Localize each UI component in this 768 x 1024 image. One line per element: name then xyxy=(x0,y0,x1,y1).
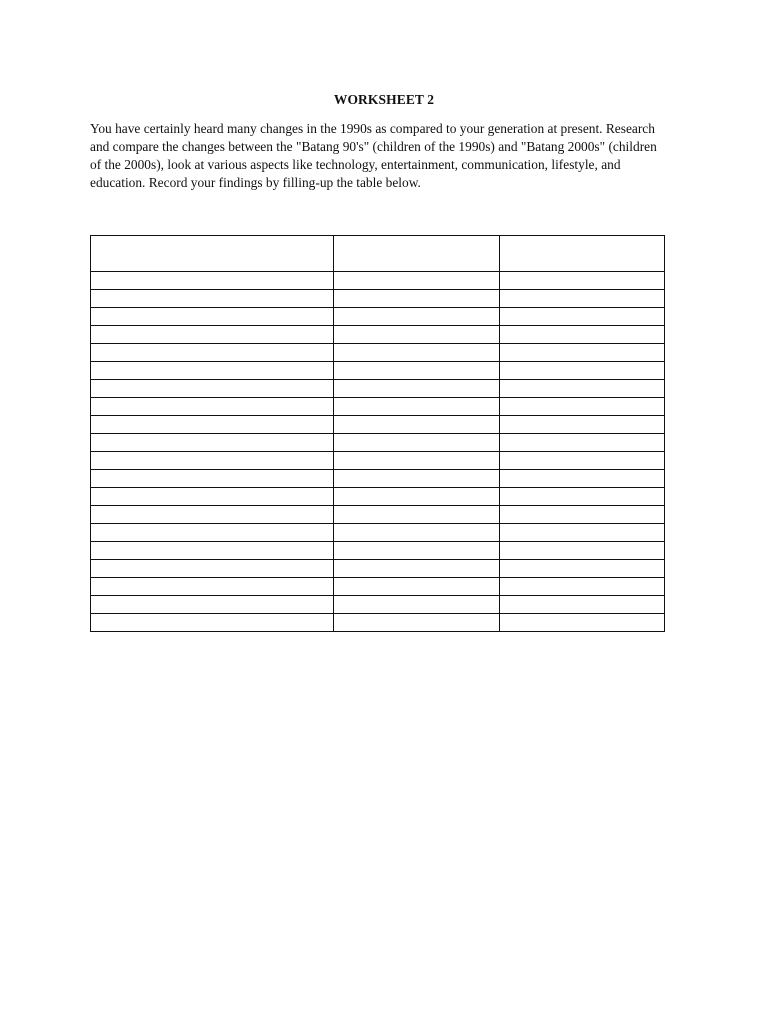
table-row xyxy=(91,416,665,434)
cell-batang-2000s[interactable] xyxy=(499,560,664,578)
worksheet-title: WORKSHEET 2 xyxy=(333,92,435,107)
cell-aspect[interactable] xyxy=(91,290,334,308)
table-row xyxy=(91,488,665,506)
cell-batang-2000s[interactable] xyxy=(499,488,664,506)
cell-batang-90s[interactable] xyxy=(334,578,499,596)
table-row xyxy=(91,614,665,632)
cell-batang-90s[interactable] xyxy=(334,488,499,506)
table-row xyxy=(91,272,665,290)
instructions-line: and compare the changes between the "Batang 90's" (children of the 1990s) and "Batang 2000s" (children xyxy=(90,139,657,154)
cell-batang-2000s[interactable] xyxy=(499,434,664,452)
cell-aspect[interactable] xyxy=(91,542,334,560)
cell-batang-90s[interactable] xyxy=(334,290,499,308)
cell-batang-2000s[interactable] xyxy=(499,398,664,416)
cell-batang-2000s[interactable] xyxy=(499,272,664,290)
table-row xyxy=(91,596,665,614)
cell-aspect[interactable] xyxy=(91,362,334,380)
instructions-line: You have certainly heard many changes in the 1990s as compared to your generation at present. Research xyxy=(90,121,655,136)
cell-batang-2000s[interactable] xyxy=(499,380,664,398)
cell-batang-90s[interactable] xyxy=(334,344,499,362)
cell-batang-90s[interactable] xyxy=(334,362,499,380)
table-row xyxy=(91,560,665,578)
cell-batang-2000s[interactable] xyxy=(499,542,664,560)
table-row xyxy=(91,578,665,596)
cell-aspect[interactable] xyxy=(91,488,334,506)
cell-aspect[interactable] xyxy=(91,560,334,578)
table-row xyxy=(91,380,665,398)
cell-aspect[interactable] xyxy=(91,614,334,632)
cell-batang-90s[interactable] xyxy=(334,434,499,452)
table-row xyxy=(91,452,665,470)
cell-batang-90s[interactable] xyxy=(334,470,499,488)
header-cell-aspect[interactable] xyxy=(91,236,334,272)
table-header-row xyxy=(91,236,665,272)
cell-batang-90s[interactable] xyxy=(334,308,499,326)
cell-batang-2000s[interactable] xyxy=(499,362,664,380)
table-row xyxy=(91,344,665,362)
cell-aspect[interactable] xyxy=(91,326,334,344)
cell-batang-2000s[interactable] xyxy=(499,596,664,614)
cell-batang-2000s[interactable] xyxy=(499,290,664,308)
cell-batang-90s[interactable] xyxy=(334,380,499,398)
cell-batang-2000s[interactable] xyxy=(499,470,664,488)
cell-aspect[interactable] xyxy=(91,470,334,488)
table-row xyxy=(91,398,665,416)
cell-aspect[interactable] xyxy=(91,344,334,362)
cell-batang-2000s[interactable] xyxy=(499,506,664,524)
cell-batang-90s[interactable] xyxy=(334,524,499,542)
table-row xyxy=(91,506,665,524)
cell-batang-90s[interactable] xyxy=(334,272,499,290)
cell-batang-2000s[interactable] xyxy=(499,326,664,344)
cell-aspect[interactable] xyxy=(91,272,334,290)
header-cell-batang-90s[interactable] xyxy=(334,236,499,272)
cell-batang-90s[interactable] xyxy=(334,614,499,632)
cell-aspect[interactable] xyxy=(91,416,334,434)
table-row xyxy=(91,434,665,452)
table-row xyxy=(91,290,665,308)
cell-aspect[interactable] xyxy=(91,452,334,470)
cell-aspect[interactable] xyxy=(91,506,334,524)
cell-aspect[interactable] xyxy=(91,596,334,614)
instructions-line: education. Record your findings by filling-up the table below. xyxy=(90,175,421,190)
cell-batang-2000s[interactable] xyxy=(499,344,664,362)
cell-aspect[interactable] xyxy=(91,524,334,542)
table-row xyxy=(91,326,665,344)
header-cell-batang-2000s[interactable] xyxy=(499,236,664,272)
cell-batang-2000s[interactable] xyxy=(499,452,664,470)
table-row xyxy=(91,524,665,542)
cell-batang-2000s[interactable] xyxy=(499,578,664,596)
cell-aspect[interactable] xyxy=(91,380,334,398)
cell-batang-2000s[interactable] xyxy=(499,614,664,632)
table-row xyxy=(91,542,665,560)
worksheet-instructions xyxy=(90,120,680,192)
cell-batang-90s[interactable] xyxy=(334,542,499,560)
comparison-table xyxy=(90,235,665,632)
cell-aspect[interactable] xyxy=(91,434,334,452)
cell-batang-90s[interactable] xyxy=(334,326,499,344)
cell-batang-2000s[interactable] xyxy=(499,524,664,542)
cell-batang-90s[interactable] xyxy=(334,506,499,524)
cell-batang-90s[interactable] xyxy=(334,398,499,416)
table-row xyxy=(91,362,665,380)
instructions-line: of the 2000s), look at various aspects like technology, entertainment, communication, lifestyle, and xyxy=(90,157,621,172)
cell-batang-90s[interactable] xyxy=(334,416,499,434)
cell-batang-90s[interactable] xyxy=(334,560,499,578)
cell-aspect[interactable] xyxy=(91,398,334,416)
cell-batang-90s[interactable] xyxy=(334,452,499,470)
cell-aspect[interactable] xyxy=(91,308,334,326)
table-row xyxy=(91,470,665,488)
cell-batang-90s[interactable] xyxy=(334,596,499,614)
cell-aspect[interactable] xyxy=(91,578,334,596)
cell-batang-2000s[interactable] xyxy=(499,308,664,326)
table-row xyxy=(91,308,665,326)
cell-batang-2000s[interactable] xyxy=(499,416,664,434)
